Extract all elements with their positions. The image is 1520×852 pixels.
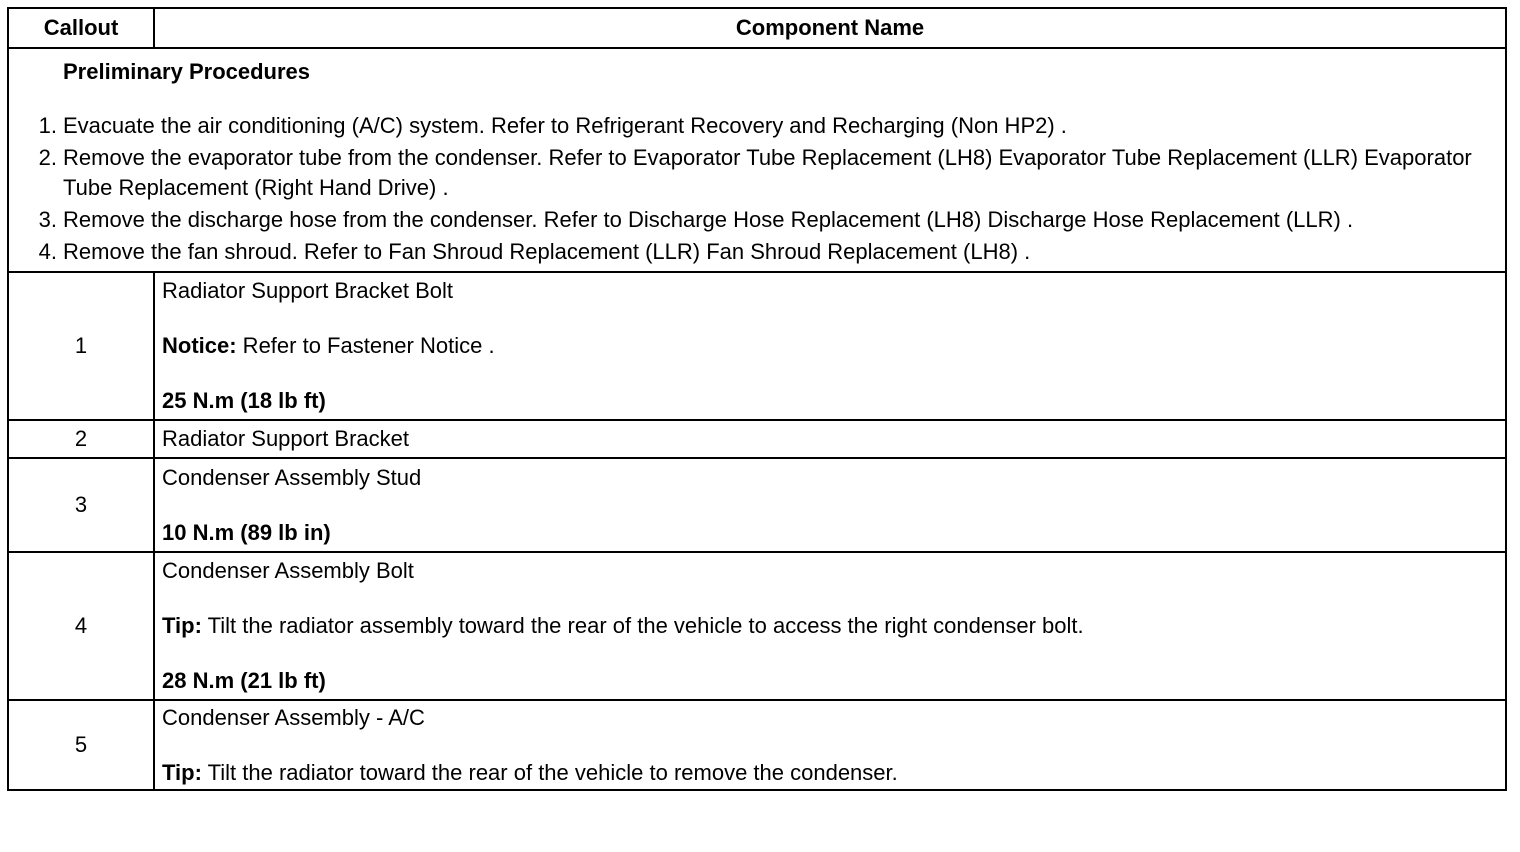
component-name-header: Component Name: [154, 8, 1506, 48]
callout-number: 5: [8, 700, 154, 790]
callout-number: 4: [8, 552, 154, 700]
component-name: Radiator Support Bracket Bolt: [162, 278, 454, 303]
component-cell: [154, 700, 1506, 790]
table-row: [8, 458, 1506, 552]
torque-spec: 25 N.m (18 lb ft): [162, 388, 326, 413]
step-text: Remove the evaporator tube from the condenser. Refer to Evaporator Tube Replacement (LH8) Evaporator Tube Replacement (LLR) Evaporator Tube Replacement (Right Hand Drive) .: [63, 145, 1472, 200]
note-label: Notice:: [162, 333, 237, 358]
component-name: Condenser Assembly Bolt: [162, 558, 414, 583]
step-number: 2.: [38, 145, 57, 170]
torque-spec: 28 N.m (21 lb ft): [162, 668, 326, 693]
preliminary-step: [9, 111, 1495, 141]
note-label: Tip:: [162, 759, 202, 785]
table-row: [8, 420, 1506, 458]
note-text: Tilt the radiator toward the rear of the vehicle to remove the condenser.: [201, 759, 898, 785]
component-name: Condenser Assembly Stud: [162, 464, 422, 490]
component-note: [162, 758, 1499, 788]
component-name: Condenser Assembly - A/C: [162, 704, 425, 730]
step-text: Remove the fan shroud. Refer to Fan Shroud Replacement (LLR) Fan Shroud Replacement (LH8) .: [63, 239, 1031, 264]
preliminary-cell: [8, 48, 1506, 272]
component-cell: [154, 458, 1506, 552]
component-table: [7, 7, 1507, 791]
table-row: [8, 700, 1506, 790]
callout-header: Callout: [8, 8, 154, 48]
preliminary-step: [9, 143, 1495, 203]
preliminary-step: [9, 205, 1495, 235]
step-number: 4.: [38, 239, 57, 264]
callout-number: 3: [8, 458, 154, 552]
header-row: [8, 8, 1506, 48]
step-number: 1.: [38, 113, 57, 138]
note-text: Tilt the radiator assembly toward the rear of the vehicle to access the right condenser bolt.: [201, 613, 1084, 638]
table-row: [8, 552, 1506, 700]
preliminary-steps: [9, 111, 1495, 267]
component-cell: [154, 420, 1506, 458]
component-cell: [154, 272, 1506, 420]
table-row: [8, 272, 1506, 420]
component-cell: [154, 552, 1506, 700]
note-text: Refer to Fastener Notice .: [236, 333, 495, 358]
component-note: [162, 331, 1499, 361]
note-label: Tip:: [162, 613, 202, 638]
step-number: 3.: [38, 207, 57, 232]
torque-spec: 10 N.m (89 lb in): [162, 519, 331, 545]
preliminary-row: [8, 48, 1506, 272]
component-note: [162, 611, 1499, 641]
callout-number: 2: [8, 420, 154, 458]
component-name: Radiator Support Bracket: [162, 426, 410, 451]
callout-number: 1: [8, 272, 154, 420]
step-text: Remove the discharge hose from the condenser. Refer to Discharge Hose Replacement (LH8) Discharge Hose Replacement (LLR) .: [63, 207, 1354, 232]
step-text: Evacuate the air conditioning (A/C) system. Refer to Refrigerant Recovery and Recharging (Non HP2) .: [63, 113, 1067, 138]
preliminary-title: Preliminary Procedures: [63, 59, 311, 84]
preliminary-step: [9, 237, 1495, 267]
